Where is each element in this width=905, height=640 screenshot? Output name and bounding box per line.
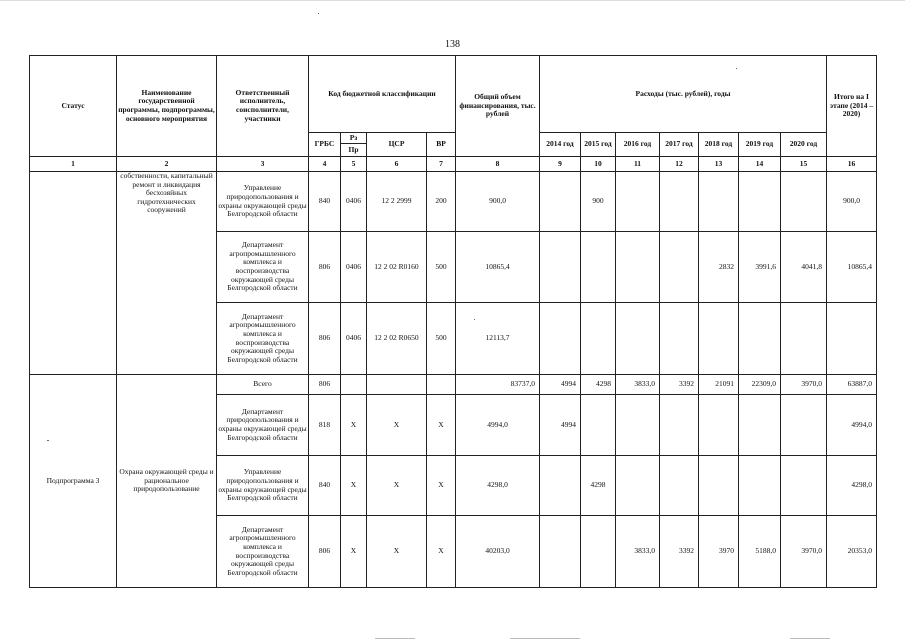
year-2016-cell	[616, 232, 660, 303]
grbs-cell: 818	[309, 395, 341, 456]
rzpr-cell: 0406	[341, 232, 367, 303]
year-2017-cell: 3392	[660, 516, 699, 588]
vr-cell: Х	[427, 395, 456, 456]
year-2017-cell	[660, 232, 699, 303]
grbs-cell: 806	[309, 232, 341, 303]
year-2019-cell	[739, 456, 781, 516]
grbs-cell: 806	[309, 375, 341, 395]
year-2017-cell	[660, 456, 699, 516]
year-2015-cell: 4298	[581, 456, 616, 516]
executor-cell: Департамент агропромышленного комплекса и воспроизводства окружающей среды Белгородской области	[217, 303, 309, 375]
csr-cell: Х	[367, 516, 427, 588]
scan-edge-bottom	[375, 638, 415, 639]
rzpr-cell: Х	[341, 516, 367, 588]
header-year-2017: 2017 год	[660, 133, 699, 157]
year-2016-cell	[616, 303, 660, 375]
year-2019-cell	[739, 172, 781, 232]
vr-cell: Х	[427, 456, 456, 516]
header-year-2016: 2016 год	[616, 133, 660, 157]
total-cell: 10865,4	[456, 232, 540, 303]
header-rz: Рз	[341, 133, 367, 144]
vr-cell: 500	[427, 303, 456, 375]
year-2019-cell	[739, 303, 781, 375]
csr-cell: Х	[367, 456, 427, 516]
table-row	[30, 375, 877, 395]
year-2020-cell: 4041,8	[781, 232, 827, 303]
subprogram-name: Охрана окружающей среды и рациональное природопользование	[117, 375, 217, 588]
year-2014-cell	[540, 172, 581, 232]
vr-cell: Х	[427, 516, 456, 588]
col-number: 16	[827, 157, 877, 172]
total-cell: 900,0	[456, 172, 540, 232]
stage-total-cell: 4298,0	[827, 456, 877, 516]
col-number: 7	[427, 157, 456, 172]
grbs-cell: 840	[309, 456, 341, 516]
grbs-cell: 806	[309, 303, 341, 375]
col-number: 10	[581, 157, 616, 172]
header-year-2015: 2015 год	[581, 133, 616, 157]
grbs-cell: 840	[309, 172, 341, 232]
budget-table	[29, 55, 877, 588]
year-2018-cell	[699, 303, 739, 375]
vr-cell: 500	[427, 232, 456, 303]
year-2019-cell: 5188,0	[739, 516, 781, 588]
year-2020-cell	[781, 395, 827, 456]
col-number: 11	[616, 157, 660, 172]
year-2014-cell: 4994	[540, 395, 581, 456]
header-year-2014: 2014 год	[540, 133, 581, 157]
executor-cell: Всего	[217, 375, 309, 395]
rzpr-cell: 0406	[341, 303, 367, 375]
year-2020-cell: 3970,0	[781, 516, 827, 588]
stage-total-cell: 20353,0	[827, 516, 877, 588]
col-number: 14	[739, 157, 781, 172]
table-row	[30, 172, 877, 232]
col-number: 9	[540, 157, 581, 172]
header-year-2020: 2020 год	[781, 133, 827, 157]
scan-speck	[736, 68, 737, 69]
header-stage-total: Итого на I этапе (2014 – 2020)	[827, 56, 877, 157]
year-2020-cell	[781, 456, 827, 516]
column-number-row	[30, 157, 877, 172]
year-2015-cell	[581, 395, 616, 456]
header-pr: Пр	[341, 144, 367, 157]
year-2018-cell: 2832	[699, 232, 739, 303]
col-number: 12	[660, 157, 699, 172]
year-2014-cell: 4994	[540, 375, 581, 395]
year-2020-cell	[781, 303, 827, 375]
col-number: 2	[117, 157, 217, 172]
stage-total-cell: 10865,4	[827, 232, 877, 303]
year-2015-cell: 4298	[581, 375, 616, 395]
scan-speck	[318, 13, 319, 14]
executor-cell: Управление природопользования и охраны окружающей среды Белгородской области	[217, 172, 309, 232]
activity-name: собственности, капитальный ремонт и ликвидация бесхозяйных гидротехнических сооружений	[117, 172, 217, 375]
header-vr: ВР	[427, 133, 456, 157]
rzpr-cell	[341, 375, 367, 395]
col-number: 6	[367, 157, 427, 172]
scan-speck	[474, 319, 475, 320]
stage-total-cell: 4994,0	[827, 395, 877, 456]
header-year-2018: 2018 год	[699, 133, 739, 157]
col-number: 4	[309, 157, 341, 172]
year-2018-cell: 21091	[699, 375, 739, 395]
col-number: 1	[30, 157, 117, 172]
year-2014-cell	[540, 232, 581, 303]
executor-cell: Департамент природопользования и охраны окружающей среды Белгородской области	[217, 395, 309, 456]
header-row	[30, 56, 877, 133]
csr-cell: 12 2 02 R0650	[367, 303, 427, 375]
header-status: Статус	[30, 56, 117, 157]
year-2014-cell	[540, 516, 581, 588]
status-cell: Подпрограмма 3	[30, 375, 117, 588]
year-2018-cell	[699, 395, 739, 456]
vr-cell	[427, 375, 456, 395]
header-grbs: ГРБС	[309, 133, 341, 157]
stage-total-cell: 63887,0	[827, 375, 877, 395]
header-expenses: Расходы (тыс. рублей), годы	[540, 56, 827, 133]
year-2018-cell	[699, 456, 739, 516]
rzpr-cell: Х	[341, 395, 367, 456]
scan-edge-bottom	[790, 638, 830, 639]
year-2020-cell: 3970,0	[781, 375, 827, 395]
header-year-2019: 2019 год	[739, 133, 781, 157]
status-cell	[30, 172, 117, 375]
year-2018-cell: 3970	[699, 516, 739, 588]
year-2017-cell	[660, 172, 699, 232]
col-number: 5	[341, 157, 367, 172]
rzpr-cell: 0406	[341, 172, 367, 232]
year-2016-cell	[616, 456, 660, 516]
vr-cell: 200	[427, 172, 456, 232]
year-2016-cell	[616, 395, 660, 456]
header-name: Наименование государственной программы, подпрограммы, основного мероприятия	[117, 56, 217, 157]
header-csr: ЦСР	[367, 133, 427, 157]
year-2017-cell: 3392	[660, 375, 699, 395]
scan-speck	[47, 440, 49, 441]
year-2015-cell	[581, 516, 616, 588]
csr-cell: 12 2 02 R0160	[367, 232, 427, 303]
year-2016-cell: 3833,0	[616, 375, 660, 395]
year-2018-cell	[699, 172, 739, 232]
col-number: 8	[456, 157, 540, 172]
csr-cell: 12 2 2999	[367, 172, 427, 232]
header-budget-code: Код бюджетной классификации	[309, 56, 456, 133]
total-cell: 4298,0	[456, 456, 540, 516]
page-number: 138	[445, 39, 460, 50]
year-2019-cell	[739, 395, 781, 456]
executor-cell: Департамент агропромышленного комплекса и воспроизводства окружающей среды Белгородской области	[217, 516, 309, 588]
total-cell: 12113,7	[456, 303, 540, 375]
rzpr-cell: Х	[341, 456, 367, 516]
year-2017-cell	[660, 303, 699, 375]
stage-total-cell	[827, 303, 877, 375]
header-executor: Ответственный исполнитель, соисполнители, участники	[217, 56, 309, 157]
total-cell: 40203,0	[456, 516, 540, 588]
year-2019-cell: 3991,6	[739, 232, 781, 303]
year-2014-cell	[540, 303, 581, 375]
csr-cell	[367, 375, 427, 395]
grbs-cell: 806	[309, 516, 341, 588]
total-cell: 83737,0	[456, 375, 540, 395]
year-2016-cell: 3833,0	[616, 516, 660, 588]
year-2015-cell	[581, 232, 616, 303]
col-number: 3	[217, 157, 309, 172]
csr-cell: Х	[367, 395, 427, 456]
scan-edge-top	[0, 0, 905, 1]
year-2017-cell	[660, 395, 699, 456]
total-cell: 4994,0	[456, 395, 540, 456]
year-2020-cell	[781, 172, 827, 232]
year-2015-cell: 900	[581, 172, 616, 232]
year-2016-cell	[616, 172, 660, 232]
year-2014-cell	[540, 456, 581, 516]
col-number: 15	[781, 157, 827, 172]
year-2015-cell	[581, 303, 616, 375]
stage-total-cell: 900,0	[827, 172, 877, 232]
executor-cell: Департамент агропромышленного комплекса и воспроизводства окружающей среды Белгородской области	[217, 232, 309, 303]
scan-edge-bottom	[510, 638, 580, 639]
header-total-funding: Общий объем финансирования, тыс. рублей	[456, 56, 540, 157]
col-number: 13	[699, 157, 739, 172]
executor-cell: Управление природопользования и охраны окружающей среды Белгородской области	[217, 456, 309, 516]
year-2019-cell: 22309,0	[739, 375, 781, 395]
